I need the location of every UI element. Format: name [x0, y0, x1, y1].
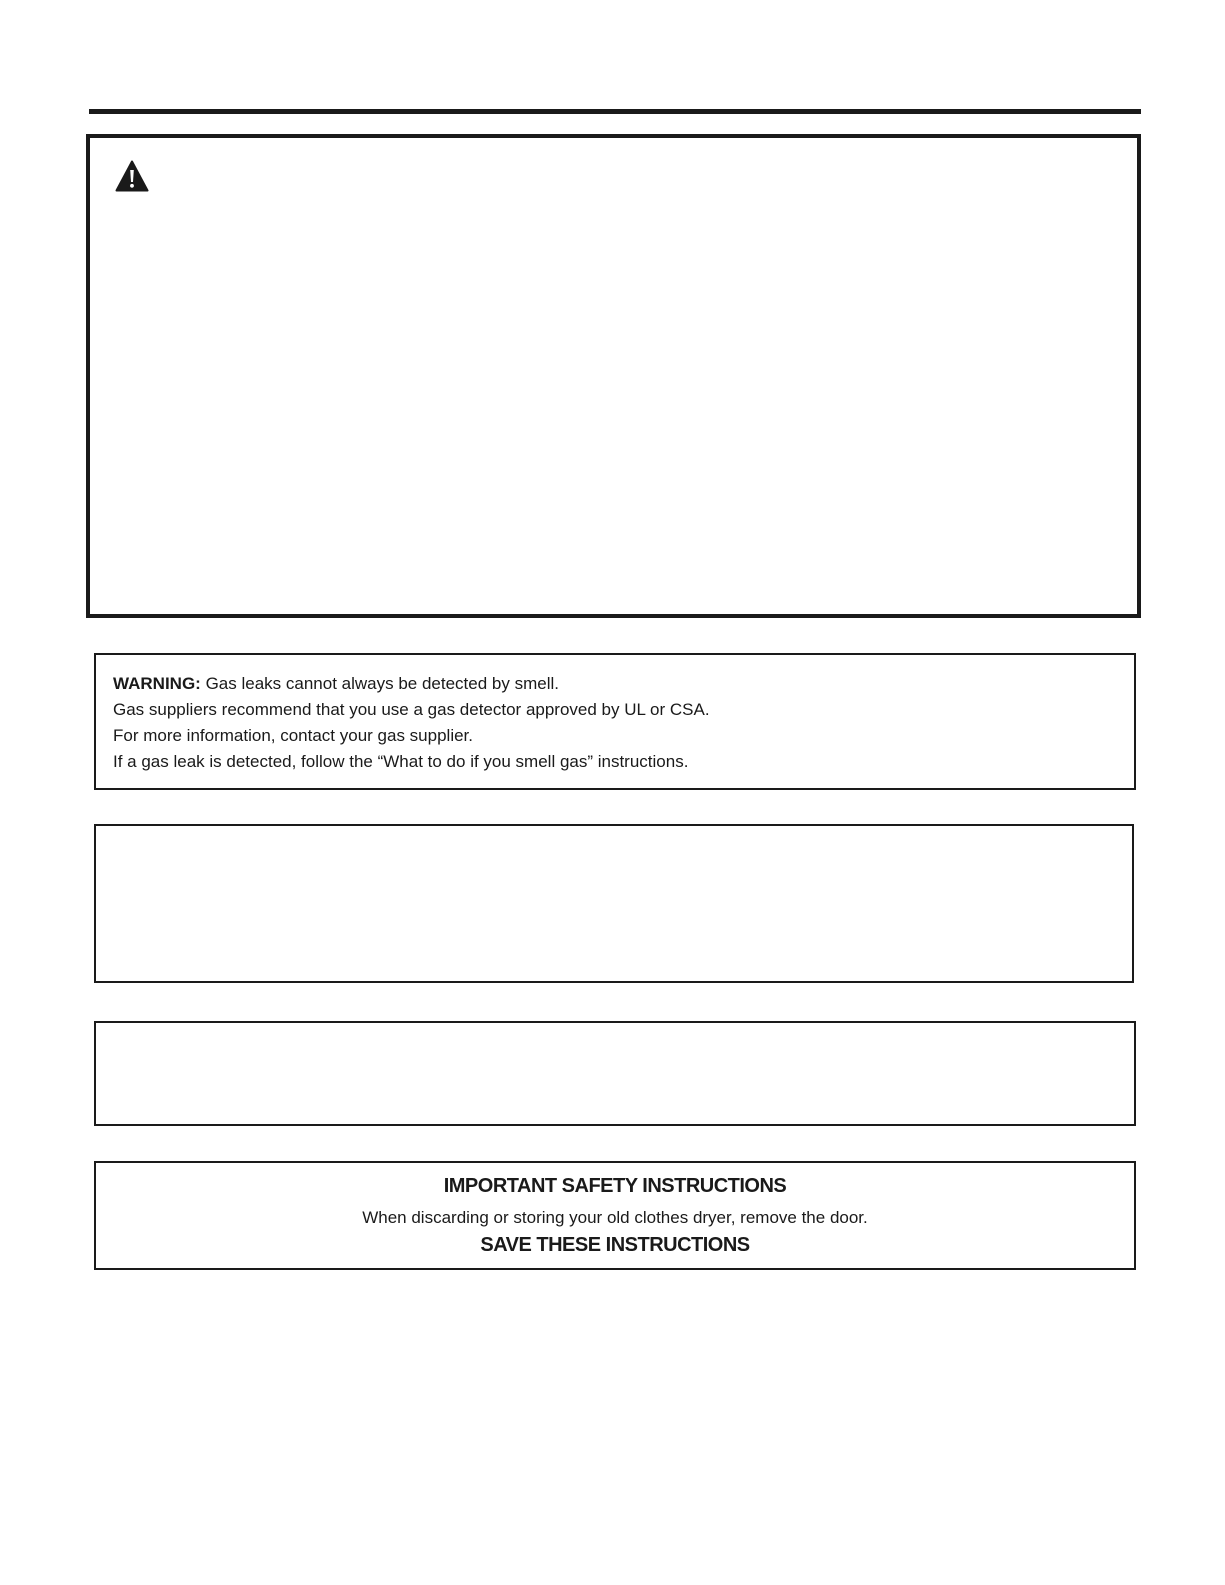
- empty-notice-box-2: [94, 1021, 1136, 1126]
- gas-warning-line-3: For more information, contact your gas supplier.: [113, 726, 473, 745]
- gas-warning-line-1: [113, 671, 1134, 697]
- safety-title: IMPORTANT SAFETY INSTRUCTIONS: [443, 1175, 787, 1197]
- safety-text: When discarding or storing your old clothes dryer, remove the door.: [362, 1208, 868, 1227]
- gas-warning-line-4: If a gas leak is detected, follow the “What to do if you smell gas” instructions.: [113, 752, 689, 771]
- warning-label: WARNING:: [113, 674, 201, 693]
- gas-warning-line-2: Gas suppliers recommend that you use a gas detector approved by UL or CSA.: [113, 700, 710, 719]
- empty-notice-box-1: [94, 824, 1134, 983]
- warning-triangle-icon: [115, 160, 149, 192]
- warning-box: [86, 134, 1141, 618]
- gas-leak-warning-box: [94, 653, 1136, 790]
- top-rule: [89, 109, 1141, 114]
- gas-warning-text-1: Gas leaks cannot always be detected by smell.: [205, 674, 559, 693]
- safety-instructions-box: [94, 1161, 1136, 1270]
- save-instructions-title: SAVE THESE INSTRUCTIONS: [480, 1234, 750, 1256]
